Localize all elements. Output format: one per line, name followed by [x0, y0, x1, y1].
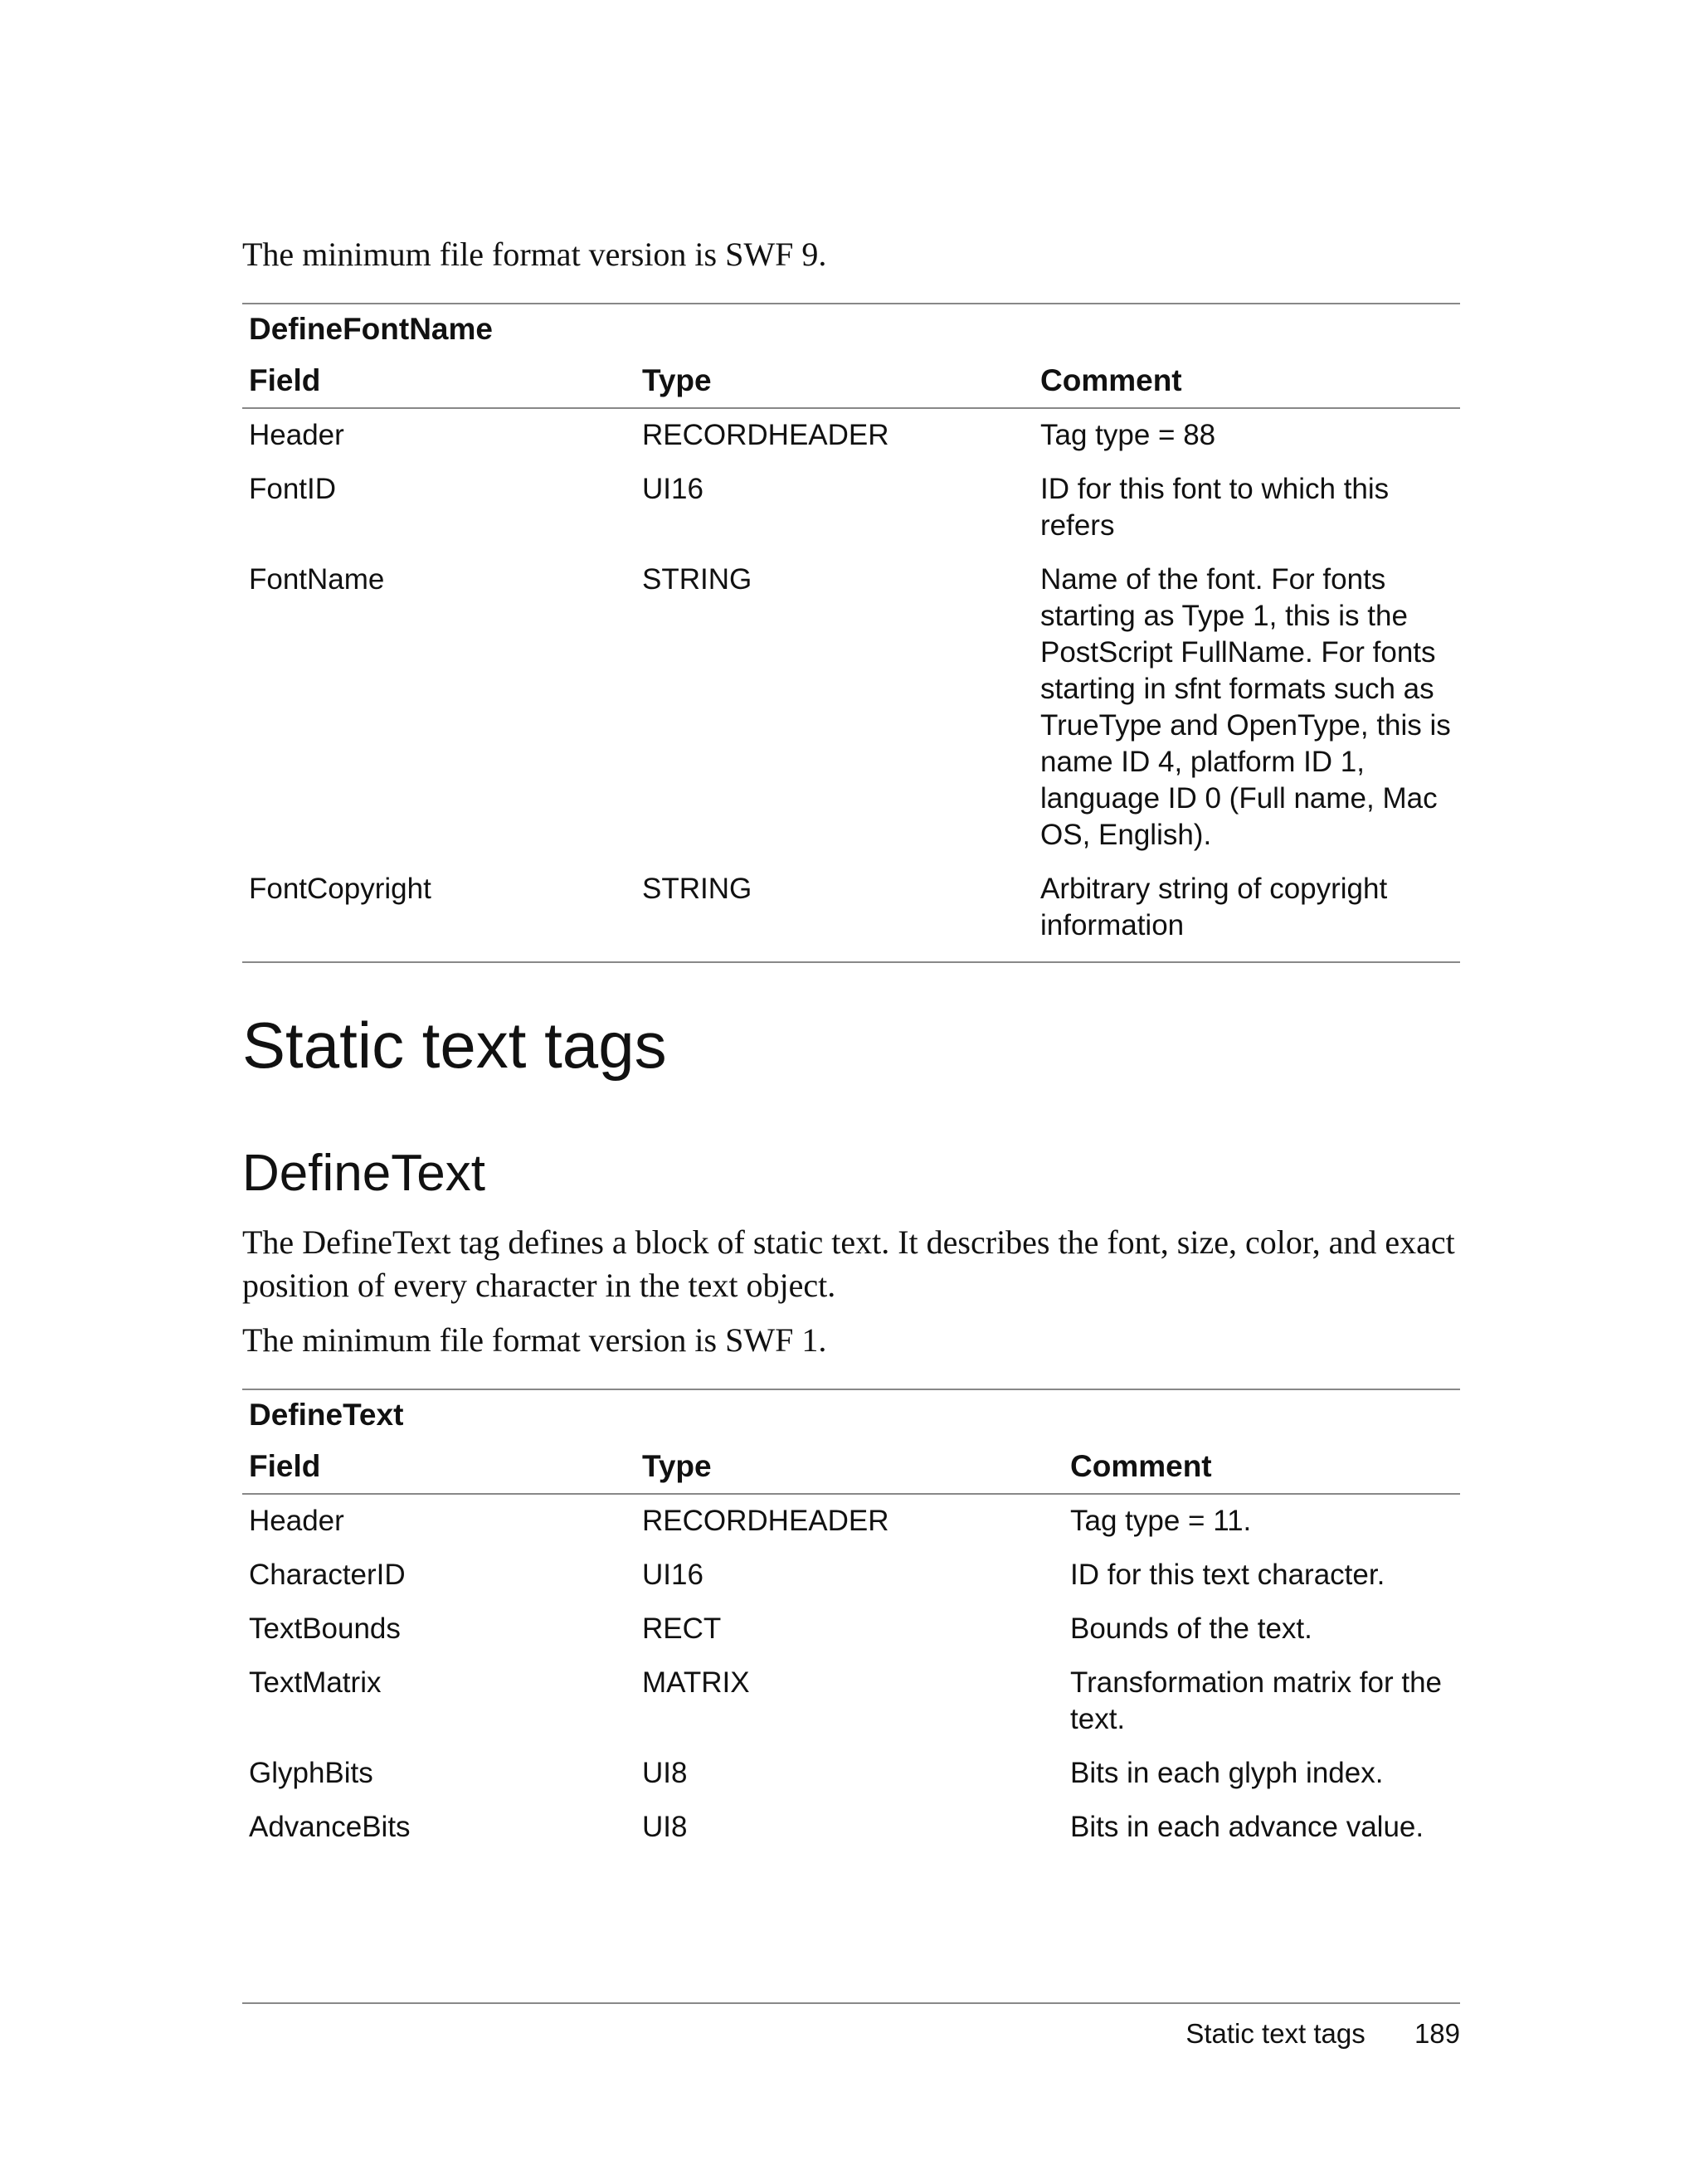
table-row [242, 408, 1460, 471]
field-cell: Header [249, 1505, 344, 1537]
field-cell: FontName [249, 563, 385, 596]
comment-cell: Tag type = 11. [1070, 1505, 1252, 1537]
footer-divider [242, 2002, 1460, 2004]
type-cell: UI16 [642, 473, 703, 505]
footer-section-title: Static text tags [1185, 2018, 1366, 2049]
type-cell: UI16 [642, 1559, 703, 1591]
define-text-table [242, 1389, 1460, 1863]
table-row [242, 1494, 1460, 1557]
document-page [242, 0, 1460, 2184]
type-cell: UI8 [642, 1757, 688, 1789]
type-cell: UI8 [642, 1811, 688, 1843]
table-row [242, 1611, 1460, 1665]
page-footer [1185, 2016, 1460, 2052]
comment-cell: Bits in each glyph index. [1070, 1757, 1384, 1789]
type-cell: STRING [642, 873, 752, 905]
comment-cell: ID for this text character. [1070, 1559, 1385, 1591]
column-header-comment: Comment [1034, 362, 1460, 408]
comment-cell: Name of the font. For fonts starting as Type 1, this is the PostScript FullName. For fonts starting in sfnt formats such as TrueType and OpenType, this is name ID 4, platform ID 1, language ID 0 (Full name, Mac OS, English). [1040, 563, 1451, 851]
table-row [242, 1557, 1460, 1611]
intro-paragraph: The minimum file format version is SWF 9. [242, 236, 827, 273]
table-row [242, 1755, 1460, 1809]
table-title: DefineFontName [249, 312, 493, 346]
comment-cell: ID for this font to which this refers [1040, 473, 1390, 542]
page-number: 189 [1414, 2018, 1460, 2049]
column-header-type: Type [635, 362, 1034, 408]
column-header-type: Type [635, 1448, 1064, 1494]
type-cell: RECORDHEADER [642, 419, 889, 451]
column-header-field: Field [242, 362, 635, 408]
table-title: DefineText [249, 1398, 404, 1432]
comment-cell: Arbitrary string of copyright information [1040, 873, 1388, 941]
field-cell: FontID [249, 473, 337, 505]
description-paragraph: The DefineText tag defines a block of static text. It describes the font, size, color, and exact position of every character in the text object. [242, 1223, 1455, 1304]
type-cell: STRING [642, 563, 752, 596]
comment-cell: Tag type = 88 [1040, 419, 1216, 451]
table-row [242, 1809, 1460, 1863]
comment-cell: Bounds of the text. [1070, 1612, 1312, 1645]
section-heading: Static text tags [242, 1009, 667, 1082]
column-header-field: Field [242, 1448, 635, 1494]
min-version-paragraph: The minimum file format version is SWF 1. [242, 1321, 827, 1359]
subsection-heading: DefineText [242, 1145, 485, 1202]
define-font-name-table [242, 303, 1460, 963]
table-row [242, 1665, 1460, 1755]
table-row [242, 471, 1460, 562]
field-cell: Header [249, 419, 344, 451]
field-cell: CharacterID [249, 1559, 406, 1591]
comment-cell: Transformation matrix for the text. [1070, 1666, 1443, 1735]
comment-cell: Bits in each advance value. [1070, 1811, 1424, 1843]
column-header-comment: Comment [1064, 1448, 1460, 1494]
field-cell: GlyphBits [249, 1757, 373, 1789]
type-cell: RECT [642, 1612, 722, 1645]
field-cell: AdvanceBits [249, 1811, 411, 1843]
type-cell: RECORDHEADER [642, 1505, 889, 1537]
field-cell: FontCopyright [249, 873, 431, 905]
type-cell: MATRIX [642, 1666, 750, 1699]
table-row [242, 562, 1460, 871]
field-cell: TextBounds [249, 1612, 401, 1645]
table-row [242, 871, 1460, 962]
field-cell: TextMatrix [249, 1666, 382, 1699]
